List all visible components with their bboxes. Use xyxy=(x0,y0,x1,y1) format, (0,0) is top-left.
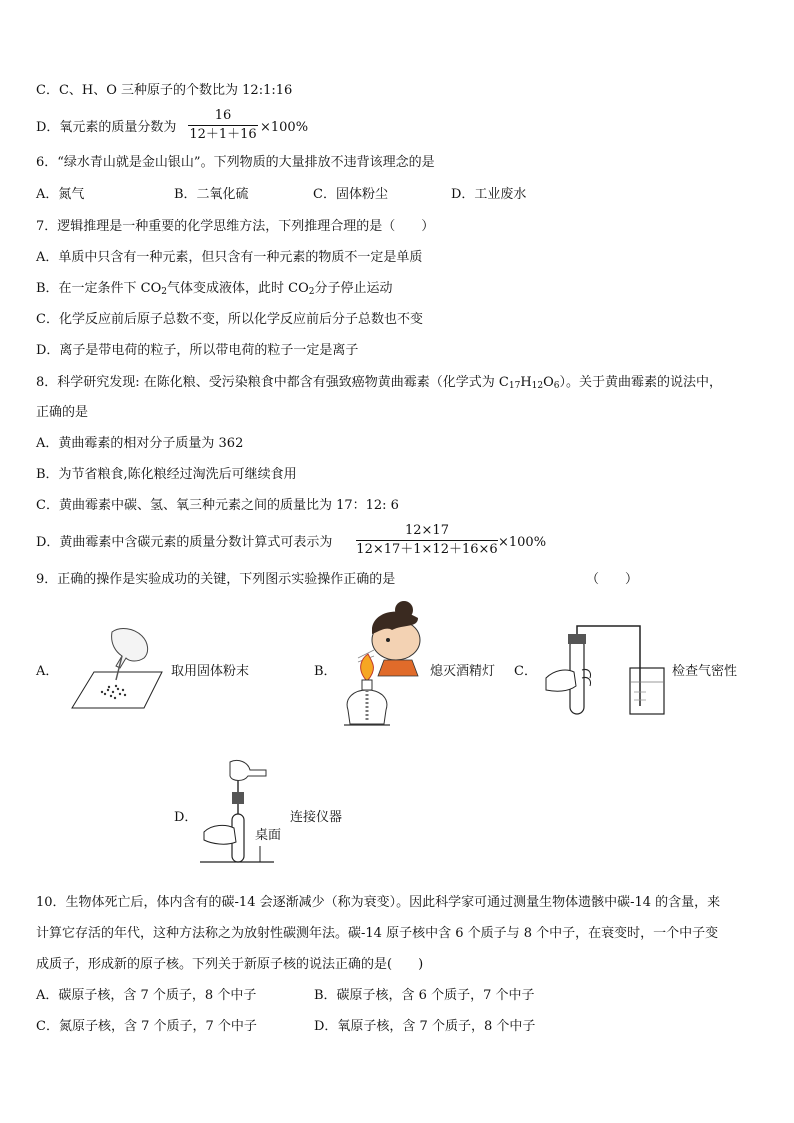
q6-option-c: C．固体粉尘 xyxy=(313,187,388,202)
q8-option-d-prefix: D．黄曲霉素中含碳元素的质量分数计算式可表示为 xyxy=(36,535,333,550)
q10-option-b: B．碳原子核，含 6 个质子，7 个中子 xyxy=(314,988,535,1003)
figure-d-label: D． xyxy=(174,810,198,825)
figure-b-label: B． xyxy=(314,664,337,679)
q10-stem-line1: 10．生物体死亡后，体内含有的碳-14 会逐渐减少（称为衰变）。因此科学家可通过测量生物体遗骸中碳-14 的含量，来 xyxy=(36,895,721,910)
fraction-bar xyxy=(356,540,498,541)
q5-option-c: C．C、H、O 三种原子的个数比为 12:1:16 xyxy=(36,83,293,98)
alcohol-lamp-illustration xyxy=(338,598,428,734)
q9-answer-paren: （ ） xyxy=(586,572,639,587)
fraction-bar xyxy=(188,125,258,126)
q7-option-a: A．单质中只含有一种元素，但只含有一种元素的物质不一定是单质 xyxy=(36,250,423,265)
q6-option-d: D．工业废水 xyxy=(451,187,527,202)
q5-option-d-fraction xyxy=(188,108,258,143)
powder-spatula-illustration xyxy=(68,622,168,714)
q7-option-b: B．在一定条件下 $CO_2$气体变成液体，此时 $CO_2$分子停止运动 xyxy=(36,281,393,297)
fraction-denominator: 12×17＋1×12＋16×6 xyxy=(356,542,498,557)
figure-c-label: C． xyxy=(514,664,537,679)
q7-option-c: C．化学反应前后原子总数不变，所以化学反应前后分子总数也不变 xyxy=(36,312,423,327)
fraction-numerator: 16 xyxy=(214,108,232,123)
q10-stem-line2: 计算它存活的年代，这种方法称之为放射性碳测年法。碳-14 原子核中含 6 个质子与 8 个中子，在衰变时，一个中子变 xyxy=(36,926,719,941)
q8-option-d-suffix: ×100% xyxy=(498,535,547,550)
fraction-denominator: 12＋1＋16 xyxy=(189,127,257,142)
q6-option-a: A．氮气 xyxy=(36,187,85,202)
q10-option-a: A．碳原子核，含 7 个质子，8 个中子 xyxy=(36,988,257,1003)
figure-a-label: A． xyxy=(36,664,59,679)
q7-stem: 7．逻辑推理是一种重要的化学思维方法，下列推理合理的是（ ） xyxy=(36,219,435,234)
q7-option-d: D．离子是带电荷的粒子，所以带电荷的粒子一定是离子 xyxy=(36,343,359,358)
q6-stem: 6．“绿水青山就是金山银山”。下列物质的大量排放不违背该理念的是 xyxy=(36,155,435,170)
q8-option-b: B．为节省粮食,陈化粮经过淘洗后可继续食用 xyxy=(36,467,297,482)
q6-option-b: B．二氧化硫 xyxy=(174,187,249,202)
q8-stem-line2: 正确的是 xyxy=(36,405,89,420)
q10-option-d: D．氧原子核，含 7 个质子，8 个中子 xyxy=(314,1019,536,1034)
airtightness-check-illustration xyxy=(542,620,672,718)
q5-option-d-prefix: D．氧元素的质量分数为 xyxy=(36,120,177,135)
figure-d-desk-label: 桌面 xyxy=(255,828,282,843)
q5-option-d-suffix: ×100% xyxy=(260,120,309,135)
connecting-apparatus-illustration xyxy=(200,758,276,864)
figure-d-caption: 连接仪器 xyxy=(290,810,343,825)
q8-option-d-fraction xyxy=(356,523,498,558)
q10-stem-line3: 成质子，形成新的原子核。下列关于新原子核的说法正确的是( ) xyxy=(36,957,424,972)
figure-a-caption: 取用固体粉末 xyxy=(171,664,250,679)
fraction-numerator: 12×17 xyxy=(405,523,449,538)
q10-option-c: C．氮原子核，含 7 个质子，7 个中子 xyxy=(36,1019,257,1034)
figure-c-caption: 检查气密性 xyxy=(672,664,738,679)
q8-option-c: C．黄曲霉素中碳、氢、氧三种元素之间的质量比为 17：12: 6 xyxy=(36,498,399,513)
q9-stem: 9．正确的操作是实验成功的关键，下列图示实验操作正确的是 xyxy=(36,572,396,587)
q8-option-a: A．黄曲霉素的相对分子质量为 362 xyxy=(36,436,244,451)
figure-b-caption: 熄灭酒精灯 xyxy=(430,664,496,679)
q8-stem: 8．科学研究发现: 在陈化粮、受污染粮食中都含有强致癌物黄曲霉素（化学式为 $C_{17}H_{12}O_6$）。关于黄曲霉素的说法中， xyxy=(36,375,723,391)
